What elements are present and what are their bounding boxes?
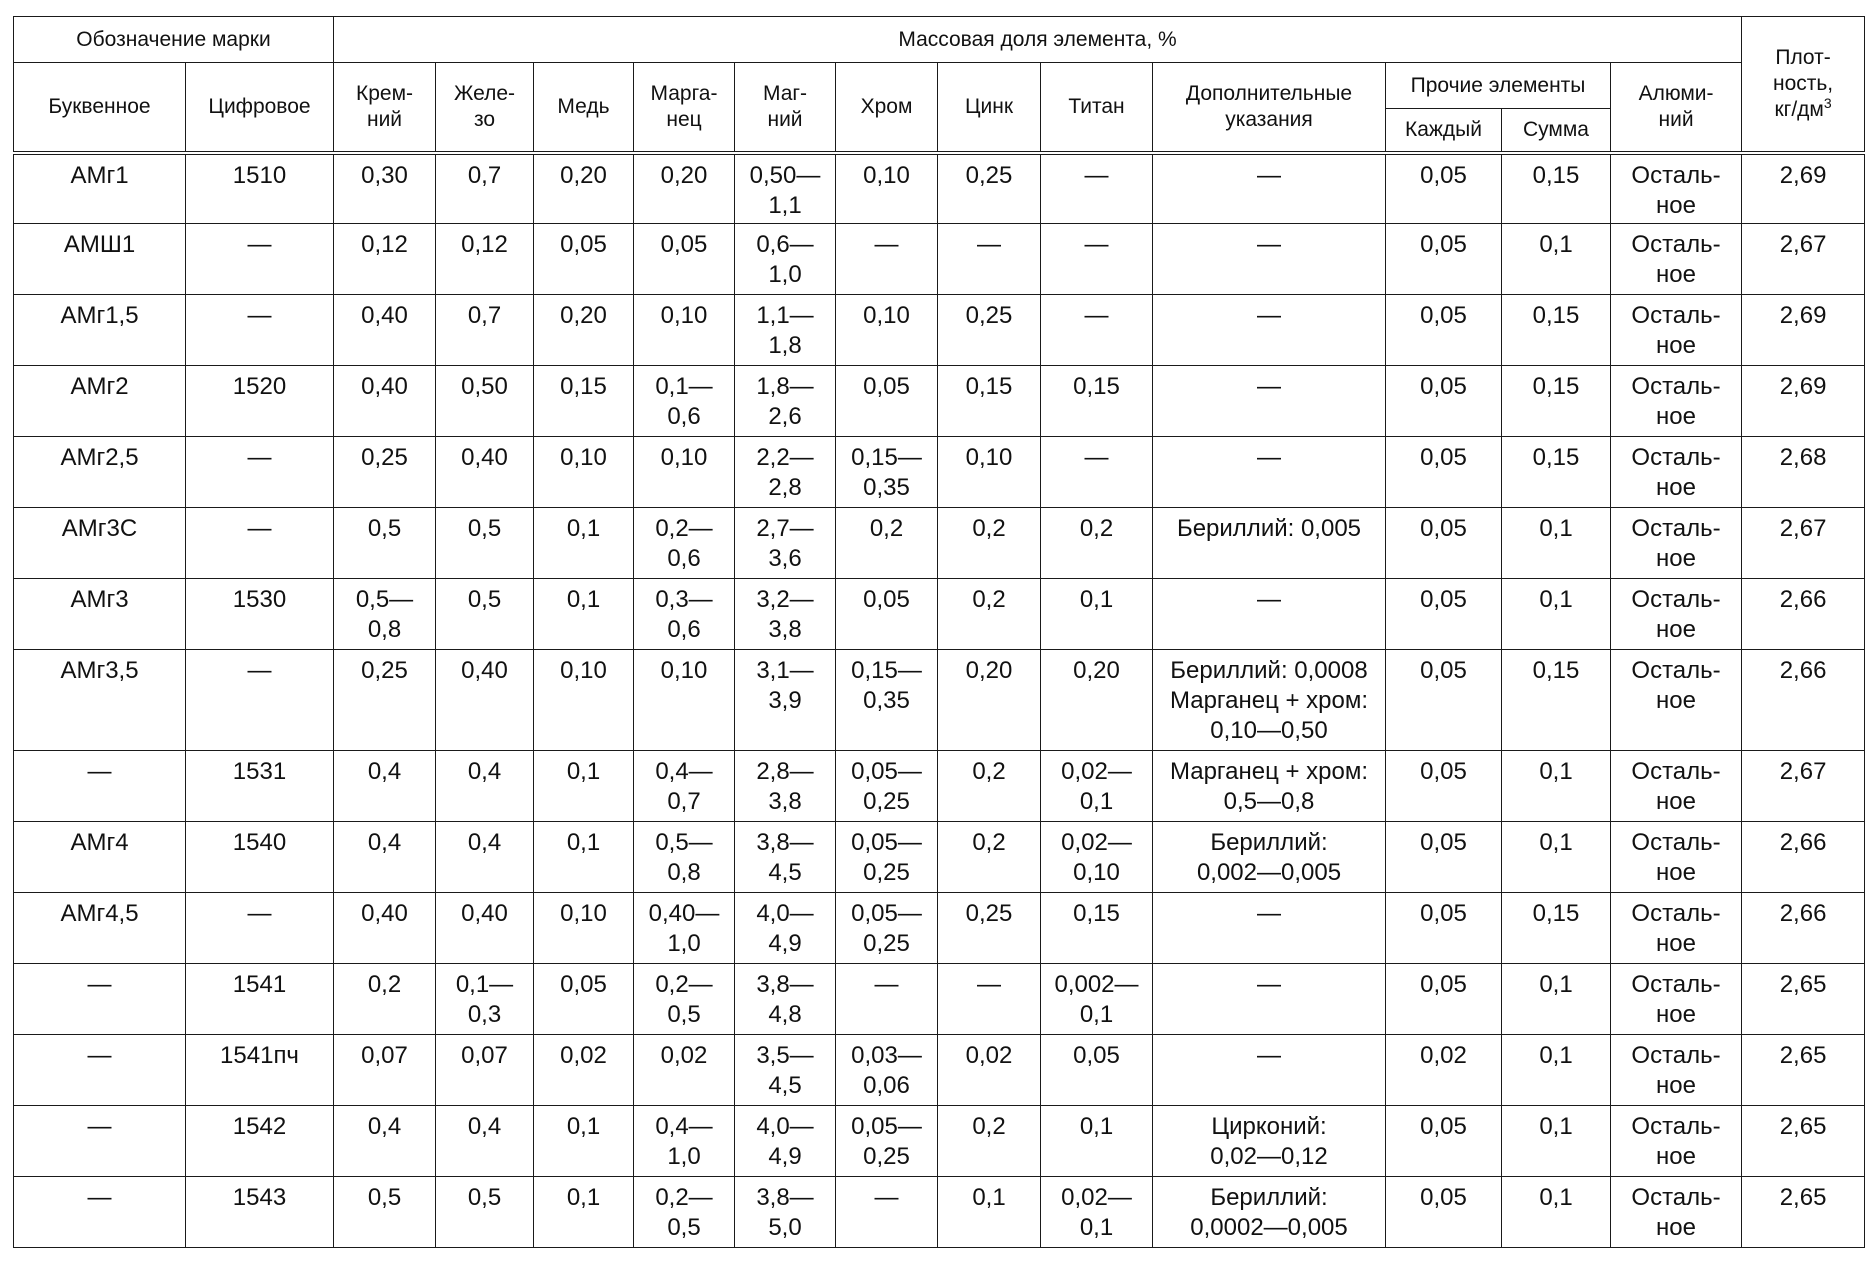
cell-density: 2,69 [1742, 295, 1865, 366]
cell-magnesium: 0,50— 1,1 [735, 153, 836, 224]
header-each: Каждый [1386, 109, 1502, 153]
cell-zinc: — [938, 964, 1041, 1035]
cell-copper: 0,10 [534, 437, 634, 508]
header-designation-group: Обозначение марки [14, 17, 334, 63]
cell-chromium: 0,05— 0,25 [836, 1106, 938, 1177]
cell-aluminium: Осталь- ное [1611, 437, 1742, 508]
cell-density: 2,65 [1742, 1035, 1865, 1106]
table-row [14, 1106, 1865, 1177]
cell-digital-grade: — [186, 508, 334, 579]
cell-chromium: 0,05— 0,25 [836, 893, 938, 964]
cell-silicon: 0,4 [334, 751, 436, 822]
cell-additional-notes: — [1153, 1035, 1386, 1106]
cell-iron: 0,40 [436, 437, 534, 508]
cell-chromium: — [836, 224, 938, 295]
cell-manganese: 0,2— 0,5 [634, 1177, 735, 1248]
cell-digital-grade: 1540 [186, 822, 334, 893]
cell-other-each: 0,05 [1386, 822, 1502, 893]
cell-aluminium: Осталь- ное [1611, 964, 1742, 1035]
cell-density: 2,66 [1742, 893, 1865, 964]
cell-manganese: 0,4— 0,7 [634, 751, 735, 822]
cell-manganese: 0,10 [634, 295, 735, 366]
cell-magnesium: 3,8— 5,0 [735, 1177, 836, 1248]
cell-aluminium: Осталь- ное [1611, 295, 1742, 366]
cell-copper: 0,10 [534, 893, 634, 964]
cell-silicon: 0,12 [334, 224, 436, 295]
cell-additional-notes: Бериллий: 0,005 [1153, 508, 1386, 579]
cell-additional-notes: — [1153, 964, 1386, 1035]
cell-density: 2,66 [1742, 579, 1865, 650]
header-other-group: Прочие элементы [1386, 63, 1611, 109]
cell-copper: 0,15 [534, 366, 634, 437]
cell-silicon: 0,5 [334, 1177, 436, 1248]
cell-letter-grade: АМг1,5 [14, 295, 186, 366]
table-row [14, 1035, 1865, 1106]
table-row [14, 964, 1865, 1035]
cell-titanium: 0,2 [1041, 508, 1153, 579]
cell-manganese: 0,10 [634, 650, 735, 751]
cell-letter-grade: АМг3,5 [14, 650, 186, 751]
cell-other-sum: 0,15 [1502, 366, 1611, 437]
cell-iron: 0,5 [436, 1177, 534, 1248]
cell-other-sum: 0,1 [1502, 1177, 1611, 1248]
cell-other-each: 0,05 [1386, 153, 1502, 224]
cell-aluminium: Осталь- ное [1611, 822, 1742, 893]
cell-silicon: 0,5— 0,8 [334, 579, 436, 650]
cell-titanium: 0,02— 0,10 [1041, 822, 1153, 893]
table-row [14, 822, 1865, 893]
cell-additional-notes: — [1153, 579, 1386, 650]
cell-titanium: 0,02— 0,1 [1041, 1177, 1153, 1248]
cell-other-each: 0,05 [1386, 437, 1502, 508]
cell-other-each: 0,05 [1386, 893, 1502, 964]
cell-titanium: — [1041, 224, 1153, 295]
cell-magnesium: 2,8— 3,8 [735, 751, 836, 822]
cell-other-sum: 0,1 [1502, 822, 1611, 893]
cell-titanium: 0,15 [1041, 366, 1153, 437]
cell-aluminium: Осталь- ное [1611, 153, 1742, 224]
cell-titanium: 0,1 [1041, 579, 1153, 650]
cell-additional-notes: — [1153, 295, 1386, 366]
header-titanium: Титан [1041, 63, 1153, 153]
cell-titanium: 0,20 [1041, 650, 1153, 751]
cell-magnesium: 1,8— 2,6 [735, 366, 836, 437]
table-row [14, 295, 1865, 366]
cell-letter-grade: АМг4,5 [14, 893, 186, 964]
cell-aluminium: Осталь- ное [1611, 1035, 1742, 1106]
table-body [14, 153, 1865, 1248]
cell-titanium: 0,15 [1041, 893, 1153, 964]
cell-letter-grade: АМг2,5 [14, 437, 186, 508]
table-row [14, 508, 1865, 579]
cell-letter-grade: — [14, 1177, 186, 1248]
cell-manganese: 0,2— 0,5 [634, 964, 735, 1035]
cell-chromium: 0,05 [836, 366, 938, 437]
cell-chromium: 0,2 [836, 508, 938, 579]
cell-digital-grade: 1510 [186, 153, 334, 224]
cell-copper: 0,20 [534, 295, 634, 366]
cell-silicon: 0,40 [334, 366, 436, 437]
cell-letter-grade: АМг4 [14, 822, 186, 893]
table-row [14, 366, 1865, 437]
header-mass-fraction-group: Массовая доля элемента, % [334, 17, 1742, 63]
cell-zinc: — [938, 224, 1041, 295]
cell-density: 2,65 [1742, 1177, 1865, 1248]
cell-iron: 0,40 [436, 650, 534, 751]
cell-iron: 0,12 [436, 224, 534, 295]
cell-additional-notes: Цирконий: 0,02—0,12 [1153, 1106, 1386, 1177]
header-zinc: Цинк [938, 63, 1041, 153]
cell-silicon: 0,5 [334, 508, 436, 579]
cell-density: 2,69 [1742, 366, 1865, 437]
cell-chromium: 0,05— 0,25 [836, 751, 938, 822]
header-aluminium: Алюми- ний [1611, 63, 1742, 153]
cell-digital-grade: 1520 [186, 366, 334, 437]
cell-zinc: 0,1 [938, 1177, 1041, 1248]
cell-zinc: 0,02 [938, 1035, 1041, 1106]
cell-aluminium: Осталь- ное [1611, 893, 1742, 964]
cell-manganese: 0,20 [634, 153, 735, 224]
cell-zinc: 0,2 [938, 508, 1041, 579]
cell-additional-notes: — [1153, 366, 1386, 437]
cell-other-sum: 0,1 [1502, 751, 1611, 822]
cell-density: 2,67 [1742, 508, 1865, 579]
header-density [1742, 17, 1865, 153]
cell-silicon: 0,40 [334, 295, 436, 366]
cell-manganese: 0,2— 0,6 [634, 508, 735, 579]
cell-aluminium: Осталь- ное [1611, 751, 1742, 822]
cell-density: 2,66 [1742, 650, 1865, 751]
cell-titanium: — [1041, 295, 1153, 366]
table-row [14, 751, 1865, 822]
header-copper: Медь [534, 63, 634, 153]
cell-density: 2,65 [1742, 964, 1865, 1035]
cell-zinc: 0,20 [938, 650, 1041, 751]
cell-silicon: 0,40 [334, 893, 436, 964]
cell-silicon: 0,25 [334, 650, 436, 751]
cell-additional-notes: Бериллий: 0,0002—0,005 [1153, 1177, 1386, 1248]
cell-other-each: 0,05 [1386, 1106, 1502, 1177]
cell-iron: 0,7 [436, 153, 534, 224]
cell-silicon: 0,07 [334, 1035, 436, 1106]
cell-aluminium: Осталь- ное [1611, 650, 1742, 751]
cell-zinc: 0,25 [938, 153, 1041, 224]
cell-other-each: 0,05 [1386, 366, 1502, 437]
cell-letter-grade: — [14, 1106, 186, 1177]
cell-other-each: 0,05 [1386, 579, 1502, 650]
header-density-text: Плот- ность, кг/дм [1772, 45, 1834, 121]
cell-other-each: 0,05 [1386, 1177, 1502, 1248]
cell-digital-grade: 1541 [186, 964, 334, 1035]
cell-iron: 0,4 [436, 822, 534, 893]
cell-titanium: — [1041, 153, 1153, 224]
header-digital: Цифровое [186, 63, 334, 153]
table-row [14, 153, 1865, 224]
cell-additional-notes: — [1153, 437, 1386, 508]
cell-iron: 0,07 [436, 1035, 534, 1106]
cell-magnesium: 4,0— 4,9 [735, 1106, 836, 1177]
composition-table-sheet [13, 16, 1864, 1248]
cell-digital-grade: — [186, 437, 334, 508]
cell-chromium: 0,05— 0,25 [836, 822, 938, 893]
header-chromium: Хром [836, 63, 938, 153]
cell-density: 2,68 [1742, 437, 1865, 508]
cell-manganese: 0,05 [634, 224, 735, 295]
header-silicon: Крем- ний [334, 63, 436, 153]
table-row [14, 579, 1865, 650]
cell-iron: 0,1— 0,3 [436, 964, 534, 1035]
cell-other-sum: 0,1 [1502, 579, 1611, 650]
cell-chromium: 0,15— 0,35 [836, 650, 938, 751]
cell-aluminium: Осталь- ное [1611, 224, 1742, 295]
cell-magnesium: 2,2— 2,8 [735, 437, 836, 508]
cell-magnesium: 3,5— 4,5 [735, 1035, 836, 1106]
cell-manganese: 0,10 [634, 437, 735, 508]
cell-letter-grade: АМШ1 [14, 224, 186, 295]
cell-letter-grade: АМг3 [14, 579, 186, 650]
cell-additional-notes: Бериллий: 0,002—0,005 [1153, 822, 1386, 893]
cell-letter-grade: АМг3С [14, 508, 186, 579]
cell-other-each: 0,05 [1386, 508, 1502, 579]
cell-iron: 0,40 [436, 893, 534, 964]
cell-other-each: 0,05 [1386, 224, 1502, 295]
cell-iron: 0,4 [436, 1106, 534, 1177]
cell-density: 2,66 [1742, 822, 1865, 893]
cell-zinc: 0,10 [938, 437, 1041, 508]
cell-letter-grade: АМг2 [14, 366, 186, 437]
cell-silicon: 0,30 [334, 153, 436, 224]
cell-manganese: 0,1— 0,6 [634, 366, 735, 437]
header-additional: Дополнительные указания [1153, 63, 1386, 153]
cell-titanium: 0,05 [1041, 1035, 1153, 1106]
cell-digital-grade: — [186, 650, 334, 751]
alloy-composition-table [13, 16, 1865, 1248]
cell-copper: 0,1 [534, 751, 634, 822]
cell-iron: 0,5 [436, 579, 534, 650]
cell-digital-grade: — [186, 224, 334, 295]
cell-iron: 0,50 [436, 366, 534, 437]
cell-zinc: 0,25 [938, 295, 1041, 366]
cell-titanium: 0,002— 0,1 [1041, 964, 1153, 1035]
cell-magnesium: 0,6— 1,0 [735, 224, 836, 295]
cell-digital-grade: 1542 [186, 1106, 334, 1177]
cell-density: 2,67 [1742, 751, 1865, 822]
cell-copper: 0,05 [534, 224, 634, 295]
cell-zinc: 0,2 [938, 1106, 1041, 1177]
cell-other-sum: 0,1 [1502, 1106, 1611, 1177]
cell-other-sum: 0,1 [1502, 1035, 1611, 1106]
cell-magnesium: 3,8— 4,8 [735, 964, 836, 1035]
cell-additional-notes: — [1153, 153, 1386, 224]
header-density-sup: 3 [1823, 94, 1832, 111]
cell-other-sum: 0,1 [1502, 964, 1611, 1035]
cell-magnesium: 3,2— 3,8 [735, 579, 836, 650]
cell-copper: 0,02 [534, 1035, 634, 1106]
cell-copper: 0,1 [534, 508, 634, 579]
cell-other-sum: 0,15 [1502, 893, 1611, 964]
cell-titanium: 0,02— 0,1 [1041, 751, 1153, 822]
cell-aluminium: Осталь- ное [1611, 1106, 1742, 1177]
table-row [14, 437, 1865, 508]
cell-other-sum: 0,15 [1502, 153, 1611, 224]
cell-other-each: 0,02 [1386, 1035, 1502, 1106]
cell-magnesium: 2,7— 3,6 [735, 508, 836, 579]
header-letter: Буквенное [14, 63, 186, 153]
cell-chromium: — [836, 964, 938, 1035]
cell-digital-grade: 1531 [186, 751, 334, 822]
cell-additional-notes: Марганец + хром: 0,5—0,8 [1153, 751, 1386, 822]
cell-other-each: 0,05 [1386, 295, 1502, 366]
cell-zinc: 0,2 [938, 751, 1041, 822]
cell-density: 2,67 [1742, 224, 1865, 295]
cell-aluminium: Осталь- ное [1611, 579, 1742, 650]
cell-density: 2,65 [1742, 1106, 1865, 1177]
cell-manganese: 0,4— 1,0 [634, 1106, 735, 1177]
cell-other-sum: 0,1 [1502, 508, 1611, 579]
cell-zinc: 0,2 [938, 579, 1041, 650]
cell-zinc: 0,2 [938, 822, 1041, 893]
cell-chromium: 0,10 [836, 153, 938, 224]
header-sum: Сумма [1502, 109, 1611, 153]
cell-chromium: — [836, 1177, 938, 1248]
cell-iron: 0,5 [436, 508, 534, 579]
cell-digital-grade: 1543 [186, 1177, 334, 1248]
cell-iron: 0,4 [436, 751, 534, 822]
cell-digital-grade: — [186, 295, 334, 366]
cell-titanium: — [1041, 437, 1153, 508]
cell-copper: 0,1 [534, 1177, 634, 1248]
cell-zinc: 0,15 [938, 366, 1041, 437]
cell-copper: 0,1 [534, 1106, 634, 1177]
cell-aluminium: Осталь- ное [1611, 1177, 1742, 1248]
cell-zinc: 0,25 [938, 893, 1041, 964]
cell-other-each: 0,05 [1386, 650, 1502, 751]
cell-manganese: 0,5— 0,8 [634, 822, 735, 893]
cell-other-sum: 0,1 [1502, 224, 1611, 295]
cell-silicon: 0,25 [334, 437, 436, 508]
cell-other-sum: 0,15 [1502, 650, 1611, 751]
table-header [14, 17, 1865, 153]
cell-titanium: 0,1 [1041, 1106, 1153, 1177]
cell-copper: 0,10 [534, 650, 634, 751]
cell-digital-grade: — [186, 893, 334, 964]
cell-copper: 0,1 [534, 822, 634, 893]
cell-digital-grade: 1541пч [186, 1035, 334, 1106]
cell-other-sum: 0,15 [1502, 295, 1611, 366]
cell-other-each: 0,05 [1386, 964, 1502, 1035]
cell-chromium: 0,15— 0,35 [836, 437, 938, 508]
cell-chromium: 0,10 [836, 295, 938, 366]
cell-chromium: 0,03— 0,06 [836, 1035, 938, 1106]
cell-other-sum: 0,15 [1502, 437, 1611, 508]
cell-letter-grade: АМг1 [14, 153, 186, 224]
cell-copper: 0,1 [534, 579, 634, 650]
cell-silicon: 0,4 [334, 1106, 436, 1177]
cell-magnesium: 1,1— 1,8 [735, 295, 836, 366]
cell-iron: 0,7 [436, 295, 534, 366]
cell-additional-notes: — [1153, 893, 1386, 964]
cell-letter-grade: — [14, 1035, 186, 1106]
cell-density: 2,69 [1742, 153, 1865, 224]
cell-magnesium: 3,8— 4,5 [735, 822, 836, 893]
cell-copper: 0,20 [534, 153, 634, 224]
table-row [14, 1177, 1865, 1248]
header-manganese: Марга- нец [634, 63, 735, 153]
cell-manganese: 0,40— 1,0 [634, 893, 735, 964]
cell-letter-grade: — [14, 751, 186, 822]
cell-chromium: 0,05 [836, 579, 938, 650]
table-row [14, 650, 1865, 751]
cell-silicon: 0,2 [334, 964, 436, 1035]
header-iron: Желе- зо [436, 63, 534, 153]
cell-silicon: 0,4 [334, 822, 436, 893]
header-magnesium: Маг- ний [735, 63, 836, 153]
cell-magnesium: 4,0— 4,9 [735, 893, 836, 964]
cell-aluminium: Осталь- ное [1611, 366, 1742, 437]
cell-manganese: 0,3— 0,6 [634, 579, 735, 650]
cell-aluminium: Осталь- ное [1611, 508, 1742, 579]
cell-additional-notes: Бериллий: 0,0008 Марганец + хром: 0,10—0,50 [1153, 650, 1386, 751]
cell-other-each: 0,05 [1386, 751, 1502, 822]
cell-magnesium: 3,1— 3,9 [735, 650, 836, 751]
table-row [14, 224, 1865, 295]
cell-manganese: 0,02 [634, 1035, 735, 1106]
cell-copper: 0,05 [534, 964, 634, 1035]
table-row [14, 893, 1865, 964]
cell-digital-grade: 1530 [186, 579, 334, 650]
cell-additional-notes: — [1153, 224, 1386, 295]
cell-letter-grade: — [14, 964, 186, 1035]
